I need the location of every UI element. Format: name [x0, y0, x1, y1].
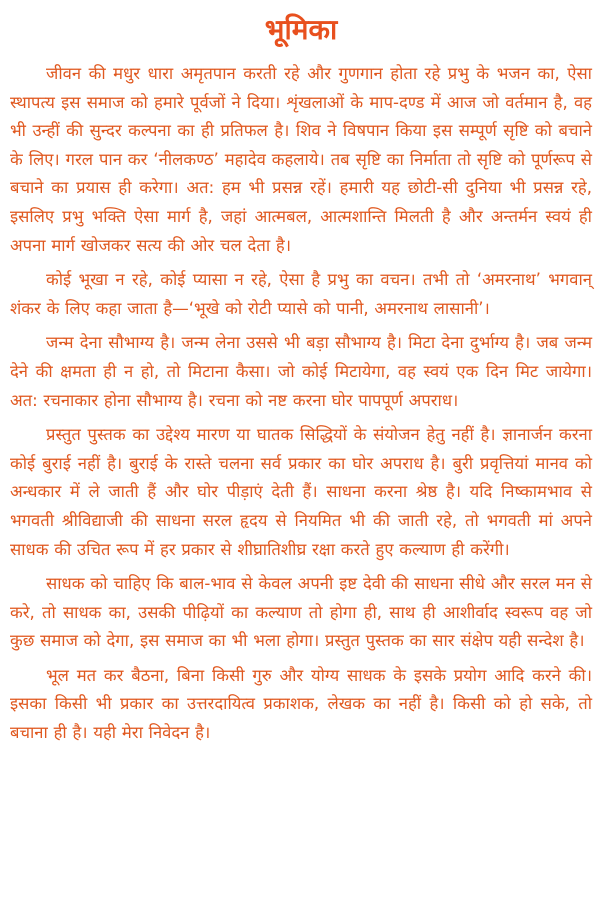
paragraph-1: जीवन की मधुर धारा अमृतपान करती रहे और गुणगान होता रहे प्रभु के भजन का, ऐसा स्थापत्य इस समाज को हमारे पूर्वजों ने दिया। शृंखलाओं के माप-दण्ड में आज जो वर्तमान है, वह भी उन्हीं की सुन्दर कल्पना का ही प्रतिफल है। शिव ने विषपान किया इस सम्पूर्ण सृष्टि को बचाने के लिए। गरल पान कर ‘नीलकण्ठ’ महादेव कहलाये। तब सृष्टि का निर्माता तो सृष्टि को पूर्णरूप से बचाने का प्रयास ही करेगा। अत: हम भी प्रसन्न रहें। हमारी यह छोटी-सी दुनिया भी प्रसन्न रहे, इसलिए प्रभु भक्ति ऐसा मार्ग है, जहां आत्मबल, आत्मशान्ति मिलती है और अन्तर्मन स्वयं ही अपना मार्ग खोजकर सत्य की ओर चल देता है। — [10, 64, 592, 255]
paragraph-3: जन्म देना सौभाग्य है। जन्म लेना उससे भी बड़ा सौभाग्य है। मिटा देना दुर्भाग्य है। जब जन्म देने की क्षमता ही न हो, तो मिटाना कैसा। जो कोई मिटायेगा, वह स्वयं एक दिन मिट जायेगा। अत: रचनाकार होना सौभाग्य है। रचना को नष्ट करना घोर पापपूर्ण अपराध। — [10, 333, 592, 410]
page-title: भूमिका — [264, 13, 338, 46]
paragraph-2: कोई भूखा न रहे, कोई प्यासा न रहे, ऐसा है प्रभु का वचन। तभी तो ‘अमरनाथ’ भगवान् शंकर के लिए कहा जाता है—‘भूखे को रोटी प्यासे को पानी, अमरनाथ लासानी’। — [10, 270, 592, 318]
paragraph-5: साधक को चाहिए कि बाल-भाव से केवल अपनी इष्ट देवी की साधना सीधे और सरल मन से करे, तो साधक का, उसकी पीढ़ियों का कल्याण तो होगा ही, साथ ही आशीर्वाद स्वरूप वह जो कुछ समाज को देगा, इस समाज का भी भला होगा। प्रस्तुत पुस्तक का सार संक्षेप यही सन्देश है। — [10, 574, 592, 651]
paragraph-6: भूल मत कर बैठना, बिना किसी गुरु और योग्य साधक के इसके प्रयोग आदि करने की। इसका किसी भी प्रकार का उत्तरदायित्व प्रकाशक, लेखक का नहीं है। किसी को हो सके, तो बचाना ही है। यही मेरा निवेदन है। — [10, 665, 592, 743]
paragraph-4: प्रस्तुत पुस्तक का उद्देश्य मारण या घातक सिद्धियों के संयोजन हेतु नहीं है। ज्ञानार्जन करना कोई बुराई नहीं है। बुराई के रास्ते चलना सर्व प्रकार का घोर अपराध है। बुरी प्रवृत्तियां मानव को अन्धकार में ले जाती हैं और घोर पीड़ाएं देती हैं। साधना करना श्रेष्ठ है। यदि निष्कामभाव से भगवती श्रीविद्याजी की साधना सरल हृदय से नियमित भी की जाती रहे, तो भगवती मां अपने साधक की उचित रूप में हर प्रकार से शीघ्रातिशीघ्र रक्षा करते हुए कल्याण ही करेंगी। — [10, 425, 592, 559]
